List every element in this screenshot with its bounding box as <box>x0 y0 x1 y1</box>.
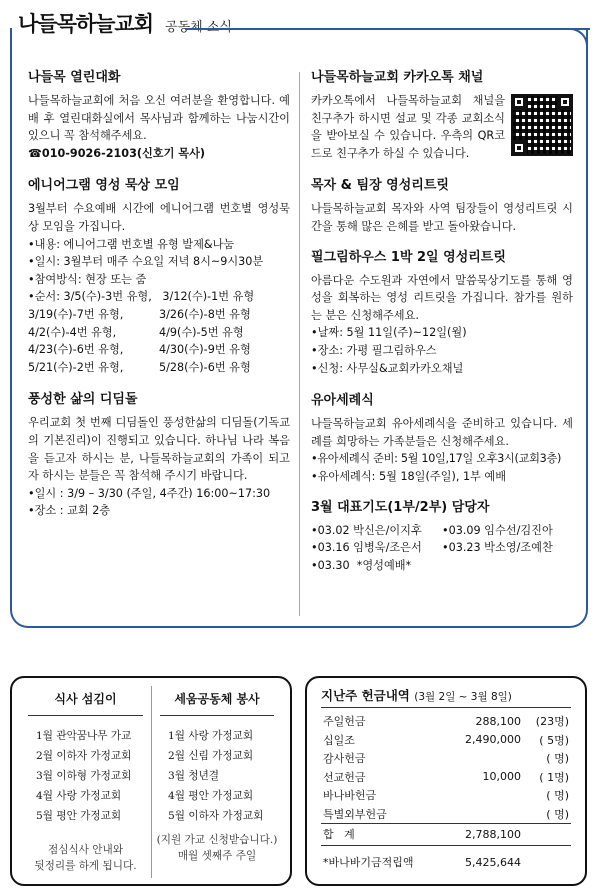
prayer-entry: •03.16 임병욱/조은서 <box>311 541 422 555</box>
enneagram-item: •순서: 3/5(수)-3번 유형, 3/12(수)-1번 유형 <box>28 290 255 304</box>
church-logo: 나들목하늘교회 <box>18 11 154 36</box>
meal-title: 식사 섬김이 <box>54 692 117 706</box>
finance-row <box>321 768 571 787</box>
prayer-entry: •03.23 박소영/조예찬 <box>442 541 553 555</box>
community-row: 4월 평안 가정교회 <box>168 790 254 802</box>
welcome-title: 나들목 열린대화 <box>28 70 121 85</box>
finance-period: (3월 2일 ~ 3월 8일) <box>414 691 512 703</box>
finance-count: ( 명) <box>546 789 569 803</box>
welcome-contact: ☎010-9026-2103(신호기 목사) <box>28 146 206 160</box>
community-note <box>152 832 282 864</box>
retreat-title: 목자 & 팀장 영성리트릿 <box>311 178 449 194</box>
infant-baptism-section <box>311 393 573 485</box>
enneagram-item: •일시: 3월부터 매주 수요일 저녁 8시~9시30분 <box>28 255 264 269</box>
finance-table <box>321 712 571 872</box>
community-note-line: 매월 셋째주 주일 <box>177 850 257 862</box>
pilgrim-title: 필그림하우스 1박 2일 영성리트릿 <box>311 249 506 265</box>
finance-count: ( 명) <box>546 807 569 821</box>
pilgrim-item: •날짜: 5월 11일(주)~12일(월) <box>311 326 467 340</box>
meal-row: 5월 평안 가정교회 <box>36 810 122 822</box>
infant-baptism-item: •유아세례식 준비: 5월 10일,17일 오후3시(교회3층) <box>311 452 562 466</box>
schedule-cell: 4/23(수)-6번 유형, <box>28 343 124 357</box>
finance-row <box>321 805 571 824</box>
community-row: 1월 사랑 가정교회 <box>168 730 254 742</box>
kakao-section <box>311 70 573 162</box>
enneagram-schedule <box>28 306 290 376</box>
schedule-cell: 3/26(수)-8번 유형 <box>159 307 251 321</box>
finance-total-label: 합 계 <box>321 823 444 845</box>
steppingstone-section <box>28 392 290 520</box>
finance-fund-row <box>321 853 571 872</box>
meal-row: 4월 사랑 가정교회 <box>36 790 122 802</box>
finance-label: 십일조 <box>323 733 355 747</box>
finance-amount: 288,100 <box>475 714 521 728</box>
community-column <box>151 686 282 878</box>
steppingstone-item: •장소 : 교회 2층 <box>28 504 111 518</box>
meal-note <box>20 842 151 874</box>
welcome-body: 나들목하늘교회에 처음 오신 여러분을 환영합니다. 예배 후 열린대화실에서 목사님과 함께하는 나눔시간이 있으니 꼭 참석해주세요. <box>28 94 290 143</box>
kakao-title: 나들목하늘교회 카카오톡 채널 <box>311 70 484 85</box>
retreat-body: 나들목하늘교회 목자와 사역 팀장들이 영성리트릿 시간을 통해 많은 은혜를 받고 돌아왔습니다. <box>311 202 573 233</box>
enneagram-body: 3월부터 수요예배 시간에 에니어그램 번호별 영성묵상 모임을 가집니다. <box>28 202 290 233</box>
finance-label: 바나바헌금 <box>323 789 377 803</box>
finance-label: 특별외부헌금 <box>323 807 387 821</box>
prayer-section <box>311 500 573 575</box>
finance-box <box>305 676 587 886</box>
steppingstone-body: 우리교회 첫 번째 디딤돌인 풍성한삶의 디딤돌(기독교의 기본진리)이 진행되고 있습니다. 하나님 나라 복음을 듣고자 하시는 분, 나들목하늘교회의 가족이 되고자 하시는 분들은 꼭 참석해 주시기 바랍니다. <box>28 416 290 483</box>
enneagram-item: •내용: 에니어그램 번호별 유형 발제&나눔 <box>28 237 235 251</box>
finance-amount <box>444 786 527 805</box>
finance-label: 감사헌금 <box>323 752 366 766</box>
schedule-cell: 4/30(수)-9번 유형 <box>159 343 251 357</box>
finance-amount: 2,490,000 <box>465 733 521 747</box>
community-row: 5월 이하자 가정교회 <box>168 810 264 822</box>
schedule-cell: 4/9(수)-5번 유형 <box>159 325 244 339</box>
finance-total-amount: 2,788,100 <box>444 823 527 845</box>
finance-label: 선교헌금 <box>323 770 366 784</box>
pilgrim-section <box>311 250 573 378</box>
service-box <box>10 676 292 886</box>
schedule-cell: 4/2(수)-4번 유형, <box>28 325 117 339</box>
retreat-section <box>311 178 573 235</box>
steppingstone-item: •일시 : 3/9 – 3/30 (주일, 4주간) 16:00~17:30 <box>28 486 271 500</box>
finance-count: ( 1명) <box>539 770 569 784</box>
finance-header <box>321 686 571 708</box>
prayer-entry: •03.02 박신은/이지후 <box>311 523 422 537</box>
qr-code-icon[interactable] <box>511 94 573 156</box>
finance-fund-label: *바나바기금적립액 <box>323 856 414 870</box>
community-note-line: (지원 가교 신청받습니다.) <box>156 834 278 846</box>
right-column <box>311 70 573 586</box>
enneagram-title: 에니어그램 영성 묵상 모임 <box>28 178 180 194</box>
infant-baptism-body: 나들목하늘교회 유아세례식을 준비하고 있습니다. 세례를 희망하는 가족분들은 신청해주세요. <box>311 417 573 448</box>
prayer-list <box>311 522 573 575</box>
community-row: 3월 청년결 <box>168 770 220 782</box>
enneagram-item: •참여방식: 현장 또는 줌 <box>28 272 147 286</box>
meal-row: 3월 이하형 가정교회 <box>36 770 132 782</box>
schedule-cell: 3/19(수)-7번 유형, <box>28 307 124 321</box>
steppingstone-title: 풍성한 삶의 디딤돌 <box>28 392 138 408</box>
community-row: 2월 신림 가정교회 <box>168 750 254 762</box>
community-title: 세움공동체 봉사 <box>174 692 260 706</box>
finance-total-row <box>321 823 571 845</box>
finance-label: 주일헌금 <box>323 715 366 729</box>
meal-note-line: 점심식사 안내와 <box>47 844 123 856</box>
left-column <box>28 70 290 532</box>
finance-amount <box>444 805 527 824</box>
finance-row <box>321 749 571 768</box>
meal-note-line: 뒷정리를 하게 됩니다. <box>34 860 137 872</box>
enneagram-section <box>28 178 290 376</box>
finance-amount: 10,000 <box>482 770 521 784</box>
pilgrim-item: •신청: 사무실&교회카카오채널 <box>311 361 464 375</box>
finance-title: 지난주 헌금내역 <box>321 688 410 703</box>
prayer-title: 3월 대표기도(1부/2부) 담당자 <box>311 499 490 515</box>
infant-baptism-item: •유아세례식: 5월 18일(주일), 1부 예배 <box>311 469 507 483</box>
meal-column <box>20 686 151 878</box>
finance-amount <box>444 749 527 768</box>
finance-row <box>321 731 571 750</box>
schedule-cell: 5/21(수)-2번 유형, <box>28 360 124 374</box>
meal-row: 1월 관악꿈나무 가교 <box>36 730 132 742</box>
finance-fund-amount: 5,425,644 <box>465 855 521 869</box>
finance-count: (23명) <box>535 715 569 729</box>
pilgrim-item: •장소: 가평 필그림하우스 <box>311 343 437 357</box>
prayer-entry: •03.30 *영성예배* <box>311 558 412 572</box>
meal-row: 2월 이하자 가정교회 <box>36 750 132 762</box>
kakao-body: 카카오톡에서 나들목하늘교회 채널을 친구추가 하시면 설교 및 각종 교회소식을 받아보실 수 있습니다. 우측의 QR코드로 친구추가 하실 수 있습니다. <box>311 94 505 160</box>
finance-row <box>321 786 571 805</box>
finance-count: ( 명) <box>546 752 569 766</box>
infant-baptism-title: 유아세례식 <box>311 393 374 409</box>
finance-count: ( 5명) <box>539 733 569 747</box>
finance-row <box>321 712 571 731</box>
schedule-cell: 5/28(수)-6번 유형 <box>159 360 251 374</box>
pilgrim-body: 아름다운 수도원과 자연에서 말씀묵상기도를 통해 영성을 회복하는 영성 리트릿을 가집니다. 참가를 원하는 분은 신청해주세요. <box>311 273 573 322</box>
header-subtitle: 공동체 소식 <box>165 20 232 35</box>
column-divider <box>299 72 300 616</box>
welcome-section <box>28 70 290 162</box>
prayer-entry: •03.09 임수선/김진아 <box>442 523 553 537</box>
